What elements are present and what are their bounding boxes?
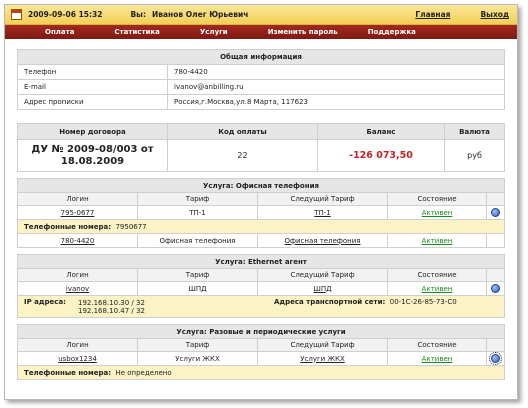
info-icon[interactable] [491, 284, 500, 293]
menu-item-payment[interactable]: Оплата [45, 28, 75, 36]
login-link[interactable]: 780-4420 [60, 236, 95, 245]
service-title: Услуга: Ethernet агент [18, 255, 505, 269]
ip-address: 192.168.10.30 / 32 [77, 299, 145, 307]
menu-item-services[interactable]: Услуги [199, 28, 228, 36]
general-info-title: Общая информация [18, 50, 505, 65]
table-row [18, 282, 505, 296]
mac-value: 00-1C-26-85-73-C0 [389, 298, 457, 306]
contract-number: ДУ № 2009-08/003 от 18.08.2009 [18, 140, 168, 172]
login-link[interactable]: ivanov [65, 284, 90, 293]
col-next-tariff: Следущий Тариф [258, 193, 388, 206]
ip-label: IP адреса: [24, 298, 66, 306]
address-label: Адрес прописки [18, 95, 168, 110]
next-tariff-link[interactable]: Услуги ЖКХ [300, 354, 345, 363]
service-title: Услуга: Офисная телефония [18, 179, 505, 193]
col-state: Состояние [388, 193, 487, 206]
state-link[interactable]: Активен [421, 354, 453, 363]
next-tariff-link[interactable]: ТП-1 [314, 208, 331, 217]
col-icon [487, 339, 505, 352]
col-state: Состояние [388, 269, 487, 282]
top-bar [5, 5, 517, 25]
balance-header: Баланс [318, 124, 445, 140]
ip-address-row [18, 296, 505, 318]
col-tariff: Тариф [138, 193, 258, 206]
table-row [18, 234, 505, 248]
home-link[interactable]: Главная [415, 10, 451, 19]
col-state: Состояние [388, 339, 487, 352]
col-tariff: Тариф [138, 269, 258, 282]
next-tariff-link[interactable]: ШПД [313, 284, 332, 293]
service-title: Услуга: Разовые и периодические услуги [18, 325, 505, 339]
ip-address: 192.168.10.47 / 32 [77, 307, 145, 315]
col-next-tariff: Следущий Тариф [258, 339, 388, 352]
col-next-tariff: Следущий Тариф [258, 269, 388, 282]
user-name: Иванов Олег Юрьевич [151, 10, 249, 19]
mac-label: Адреса транспортной сети: [274, 298, 386, 306]
tariff-cell: ШПД [138, 282, 258, 296]
table-row [18, 206, 505, 220]
login-link[interactable]: 795-0677 [60, 208, 95, 217]
main-menu [5, 25, 517, 39]
table-row [18, 352, 505, 366]
email-value: ivanov@anbilling.ru [168, 80, 505, 95]
menu-item-change-password[interactable]: Изменить пароль [267, 28, 338, 36]
tariff-cell: Офисная телефония [138, 234, 258, 248]
col-login: Логин [18, 269, 138, 282]
col-login: Логин [18, 193, 138, 206]
menu-item-support[interactable]: Поддержка [367, 28, 416, 36]
phone-numbers-row: Телефонные номера: Не определено [18, 366, 505, 380]
current-date: 2009-09-06 15:32 [28, 10, 103, 19]
general-info-table [17, 49, 505, 110]
currency-value: руб [445, 140, 505, 172]
pay-code-header: Код оплаты [168, 124, 318, 140]
address-value: Россия,г.Москва,ул.8 Марта, 117623 [168, 95, 505, 110]
contract-number-header: Номер договора [18, 124, 168, 140]
balance-value: -126 073,50 [318, 140, 445, 172]
pay-code: 22 [168, 140, 318, 172]
state-link[interactable]: Активен [421, 208, 453, 217]
service-ethernet-agent [17, 254, 505, 318]
col-login: Логин [18, 339, 138, 352]
col-icon [487, 269, 505, 282]
phone-numbers-row: Телефонные номера: 7950677 [18, 220, 505, 234]
email-label: E-mail [18, 80, 168, 95]
col-tariff: Тариф [138, 339, 258, 352]
service-periodic [17, 324, 505, 380]
phone-value: 780-4420 [168, 65, 505, 80]
page-frame [4, 4, 518, 400]
contract-table [17, 123, 505, 172]
state-link[interactable]: Активен [421, 236, 453, 245]
phone-label: Телефон [18, 65, 168, 80]
tariff-cell: Услуги ЖКХ [138, 352, 258, 366]
col-icon [487, 193, 505, 206]
tariff-cell: ТП-1 [138, 206, 258, 220]
next-tariff-link[interactable]: Офисная телефония [284, 236, 361, 245]
calendar-icon [11, 9, 22, 20]
currency-header: Валюта [445, 124, 505, 140]
menu-item-statistics[interactable]: Статистика [114, 28, 160, 36]
state-link[interactable]: Активен [421, 284, 453, 293]
info-icon[interactable] [491, 354, 500, 363]
info-icon[interactable] [491, 208, 500, 217]
service-office-phone [17, 178, 505, 248]
login-link[interactable]: usbox1234 [58, 354, 97, 363]
exit-link[interactable]: Выход [480, 10, 509, 19]
user-label: Вы: [130, 10, 146, 19]
